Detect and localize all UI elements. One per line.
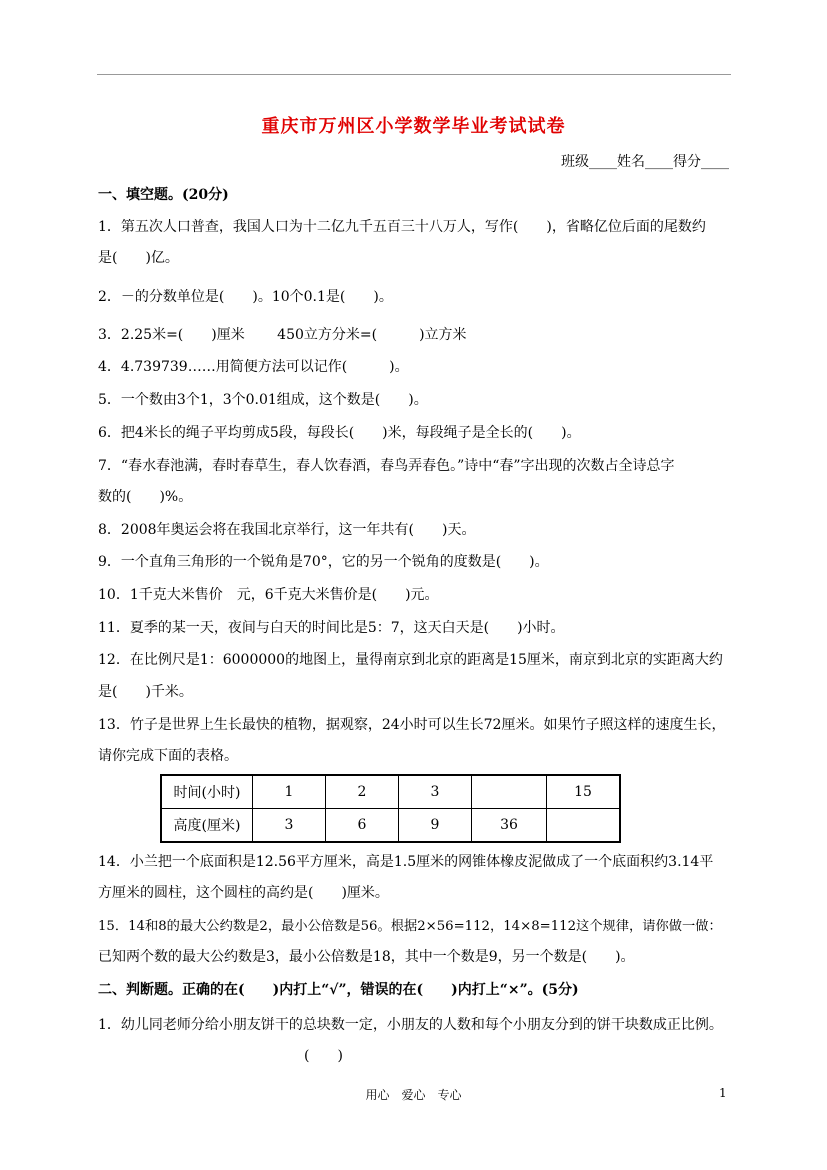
- section-2-heading: 二、判断题。正确的在( )内打上“√”，错误的在( )内打上“×”。(5分): [98, 982, 579, 998]
- question-12-line-2: 是( )千米。: [98, 684, 193, 700]
- table-cell: 9: [399, 809, 472, 843]
- table-row: [161, 775, 620, 809]
- question-13-line-1: 13．竹子是世界上生长最快的植物，据观察，24小时可以生长72厘米。如果竹子照这样的速度生长，: [98, 717, 726, 733]
- table-cell: 1: [253, 775, 326, 809]
- question-1-line-1: 1．第五次人口普查，我国人口为十二亿九千五百三十八万人，写作( )，省略亿位后面的尾数约: [98, 219, 706, 235]
- question-3: 3．2.25米=( )厘米 450立方分米=( )立方米: [98, 327, 467, 343]
- question-15-line-2: 已知两个数的最大公约数是3，最小公倍数是18，其中一个数是9，另一个数是( )。: [98, 949, 635, 965]
- question-4: 4．4.739739……用简便方法可以记作( )。: [98, 359, 409, 375]
- question-8: 8．2008年奥运会将在我国北京举行，这一年共有( )天。: [98, 522, 476, 538]
- question-1-line-2: 是( )亿。: [98, 250, 179, 266]
- growth-table: [160, 774, 621, 843]
- table-cell: 36: [472, 809, 547, 843]
- question-13-line-2: 请你完成下面的表格。: [98, 748, 238, 764]
- question-2: 2．－的分数单位是( )。10个0.1是( )。: [98, 289, 393, 305]
- exam-title: 重庆市万州区小学数学毕业考试试卷: [261, 116, 566, 137]
- table-cell: 3: [399, 775, 472, 809]
- judgement-1: 1．幼儿同老师分给小朋友饼干的总块数一定，小朋友的人数和每个小朋友分到的饼干块数成正比例。: [98, 1017, 723, 1033]
- table-row: [161, 809, 620, 843]
- header-rule: [97, 74, 731, 75]
- page-footer: 用心 爱心 专心: [365, 1088, 462, 1102]
- table-cell: 2: [326, 775, 399, 809]
- table-cell: 15: [547, 775, 621, 809]
- table-cell: [472, 775, 547, 809]
- question-10: 10．1千克大米售价 元，6千克大米售价是( )元。: [98, 587, 439, 603]
- table-cell: 3: [253, 809, 326, 843]
- student-info-line: 班级____姓名____得分____: [561, 154, 729, 170]
- question-6: 6．把4米长的绳子平均剪成5段，每段长( )米，每段绳子是全长的( )。: [98, 425, 581, 441]
- question-7-line-2: 数的( )%。: [98, 489, 193, 505]
- table-cell: 高度(厘米): [161, 809, 253, 843]
- table-cell: [547, 809, 621, 843]
- question-7-line-1: 7．“春水春池满，春时春草生，春人饮春酒，春鸟弄春色。”诗中“春”字出现的次数占全诗总字: [98, 458, 675, 474]
- table-cell: 时间(小时): [161, 775, 253, 809]
- question-14-line-1: 14．小兰把一个底面积是12.56平方厘米，高是1.5厘米的网锥体橡皮泥做成了一个底面积约3.14平: [98, 854, 714, 870]
- question-12-line-1: 12．在比例尺是1：6000000的地图上，量得南京到北京的距离是15厘米，南京到北京的实距离大约: [98, 652, 723, 668]
- section-1-heading: 一、填空题。(20分): [98, 187, 229, 203]
- table-cell: 6: [326, 809, 399, 843]
- judgement-1-answer-paren: ( ): [304, 1048, 343, 1064]
- question-14-line-2: 方厘米的圆柱，这个圆柱的高约是( )厘米。: [98, 885, 389, 901]
- page-number: 1: [719, 1086, 727, 1100]
- question-5: 5．一个数由3个1，3个0.01组成，这个数是( )。: [98, 392, 428, 408]
- question-11: 11．夏季的某一天，夜间与白天的时间比是5：7，这天白天是( )小时。: [98, 620, 565, 636]
- question-15-line-1: 15．14和8的最大公约数是2，最小公倍数是56。根据2×56=112，14×8=112这个规律，请你做一做：: [98, 919, 722, 934]
- question-9: 9．一个直角三角形的一个锐角是70°，它的另一个锐角的度数是( )。: [98, 554, 549, 570]
